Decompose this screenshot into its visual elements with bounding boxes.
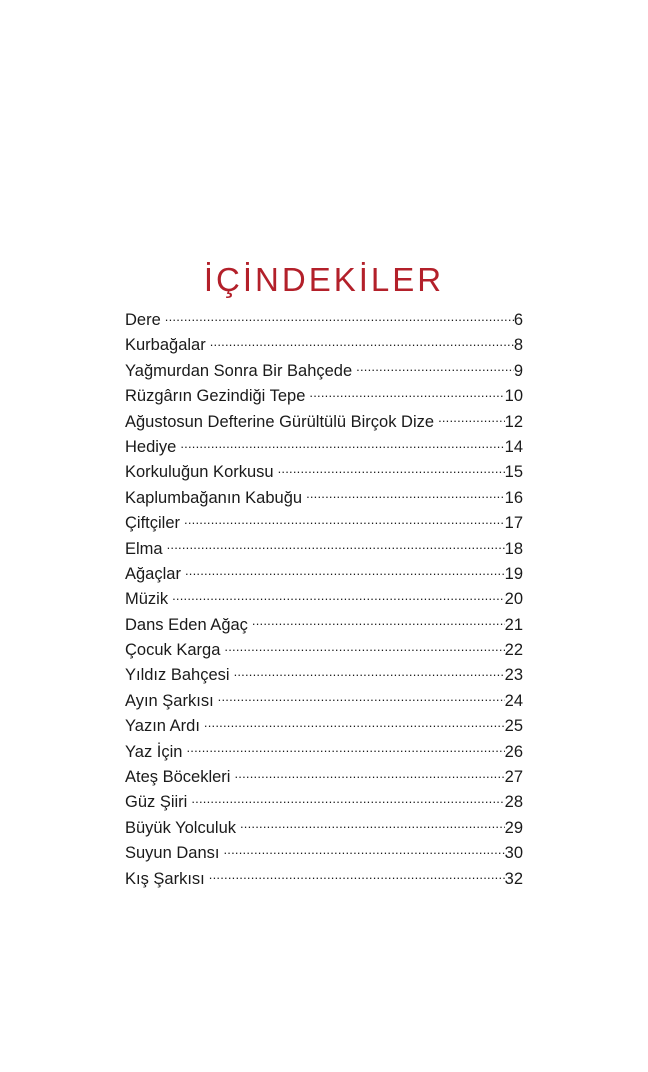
toc-entry-title: Ateş Böcekleri <box>125 768 231 787</box>
toc-entry-page-number: 17 <box>504 514 523 533</box>
toc-entry-page-number: 19 <box>504 564 523 583</box>
toc-dot-leader <box>234 664 505 681</box>
toc-entry-page-number: 20 <box>504 590 523 609</box>
toc-dot-leader <box>191 791 504 808</box>
toc-entry <box>125 562 523 587</box>
toc-dot-leader <box>186 740 504 757</box>
toc-entry-title: Kaplumbağanın Kabuğu <box>125 488 303 507</box>
toc-entry-title: Büyük Yolculuk <box>125 818 236 837</box>
toc-entry <box>125 359 523 384</box>
toc-entry-page-number: 22 <box>504 641 523 660</box>
toc-entry-title: Suyun Dansı <box>125 844 220 863</box>
toc-entry <box>125 435 523 460</box>
toc-entry <box>125 460 523 485</box>
toc-entry-page-number: 29 <box>504 818 523 837</box>
toc-entry <box>125 486 523 511</box>
toc-dot-leader <box>209 867 505 884</box>
toc-entry-page-number: 28 <box>504 793 523 812</box>
toc-entry-page-number: 32 <box>504 869 523 888</box>
toc-entry <box>125 587 523 612</box>
toc-entry-title: Elma <box>125 539 163 558</box>
toc-dot-leader <box>218 689 505 706</box>
toc-entry <box>125 816 523 841</box>
toc-entry-page-number: 27 <box>504 768 523 787</box>
toc-entry-title: Ağustosun Defterine Gürültülü Birçok Dize <box>125 412 435 431</box>
toc-entry-page-number: 9 <box>513 361 523 380</box>
toc-entry-title: Kurbağalar <box>125 336 206 355</box>
toc-entry-page-number: 23 <box>504 666 523 685</box>
toc-dot-leader <box>224 639 504 656</box>
toc-entry <box>125 308 523 333</box>
toc-entry-title: Korkuluğun Korkusu <box>125 463 274 482</box>
toc-entry-title: Çocuk Karga <box>125 641 221 660</box>
toc-entry-title: Yazın Ardı <box>125 717 200 736</box>
toc-entry-page-number: 24 <box>504 691 523 710</box>
toc-dot-leader <box>356 359 514 376</box>
toc-dot-leader <box>252 613 505 630</box>
toc-entry <box>125 663 523 688</box>
toc-dot-leader <box>165 309 514 326</box>
toc-entry <box>125 511 523 536</box>
toc-entry-title: Müzik <box>125 590 169 609</box>
toc-dot-leader <box>185 562 505 579</box>
table-of-contents <box>125 308 523 892</box>
toc-dot-leader <box>167 537 505 554</box>
toc-entry <box>125 714 523 739</box>
toc-entry <box>125 740 523 765</box>
toc-entry-title: Kış Şarkısı <box>125 869 205 888</box>
toc-entry <box>125 765 523 790</box>
toc-entry-title: Güz Şiiri <box>125 793 188 812</box>
toc-entry-title: Yaz İçin <box>125 742 183 761</box>
toc-entry <box>125 689 523 714</box>
toc-entry-title: Hediye <box>125 437 177 456</box>
toc-entry-page-number: 25 <box>504 717 523 736</box>
toc-entry <box>125 410 523 435</box>
toc-entry-page-number: 18 <box>504 539 523 558</box>
toc-entry <box>125 841 523 866</box>
toc-entry <box>125 613 523 638</box>
toc-dot-leader <box>184 512 505 529</box>
toc-entry <box>125 867 523 892</box>
toc-entry-title: Yıldız Bahçesi <box>125 666 230 685</box>
toc-dot-leader <box>234 766 504 783</box>
toc-dot-leader <box>180 435 504 452</box>
toc-dot-leader <box>210 334 514 351</box>
toc-entry-page-number: 10 <box>504 387 523 406</box>
toc-entry <box>125 384 523 409</box>
toc-entry-page-number: 30 <box>504 844 523 863</box>
toc-entry-title: Yağmurdan Sonra Bir Bahçede <box>125 361 353 380</box>
toc-entry <box>125 537 523 562</box>
toc-entry-page-number: 6 <box>513 311 523 329</box>
toc-dot-leader <box>240 816 505 833</box>
toc-entry <box>125 638 523 663</box>
toc-dot-leader <box>172 588 505 605</box>
toc-dot-leader <box>306 486 505 503</box>
toc-entry-page-number: 21 <box>504 615 523 634</box>
toc-entry-title: Dans Eden Ağaç <box>125 615 248 634</box>
page-title: İÇİNDEKİLER <box>203 261 445 298</box>
toc-dot-leader <box>438 410 505 427</box>
toc-entry-page-number: 12 <box>504 412 523 431</box>
toc-dot-leader <box>278 461 505 478</box>
toc-entry-page-number: 15 <box>504 463 523 482</box>
toc-entry-page-number: 16 <box>504 488 523 507</box>
toc-entry-title: Dere <box>125 311 161 329</box>
toc-entry-title: Ayın Şarkısı <box>125 691 214 710</box>
toc-entry-page-number: 8 <box>513 336 523 355</box>
toc-entry-title: Ağaçlar <box>125 564 181 583</box>
toc-entry <box>125 333 523 358</box>
toc-entry <box>125 790 523 815</box>
toc-entry-page-number: 14 <box>504 437 523 456</box>
toc-entry-title: Çiftçiler <box>125 514 181 533</box>
toc-entry-title: Rüzgârın Gezindiği Tepe <box>125 387 306 406</box>
toc-dot-leader <box>223 842 504 859</box>
toc-dot-leader <box>309 385 504 402</box>
toc-entry-page-number: 26 <box>504 742 523 761</box>
toc-dot-leader <box>204 715 505 732</box>
